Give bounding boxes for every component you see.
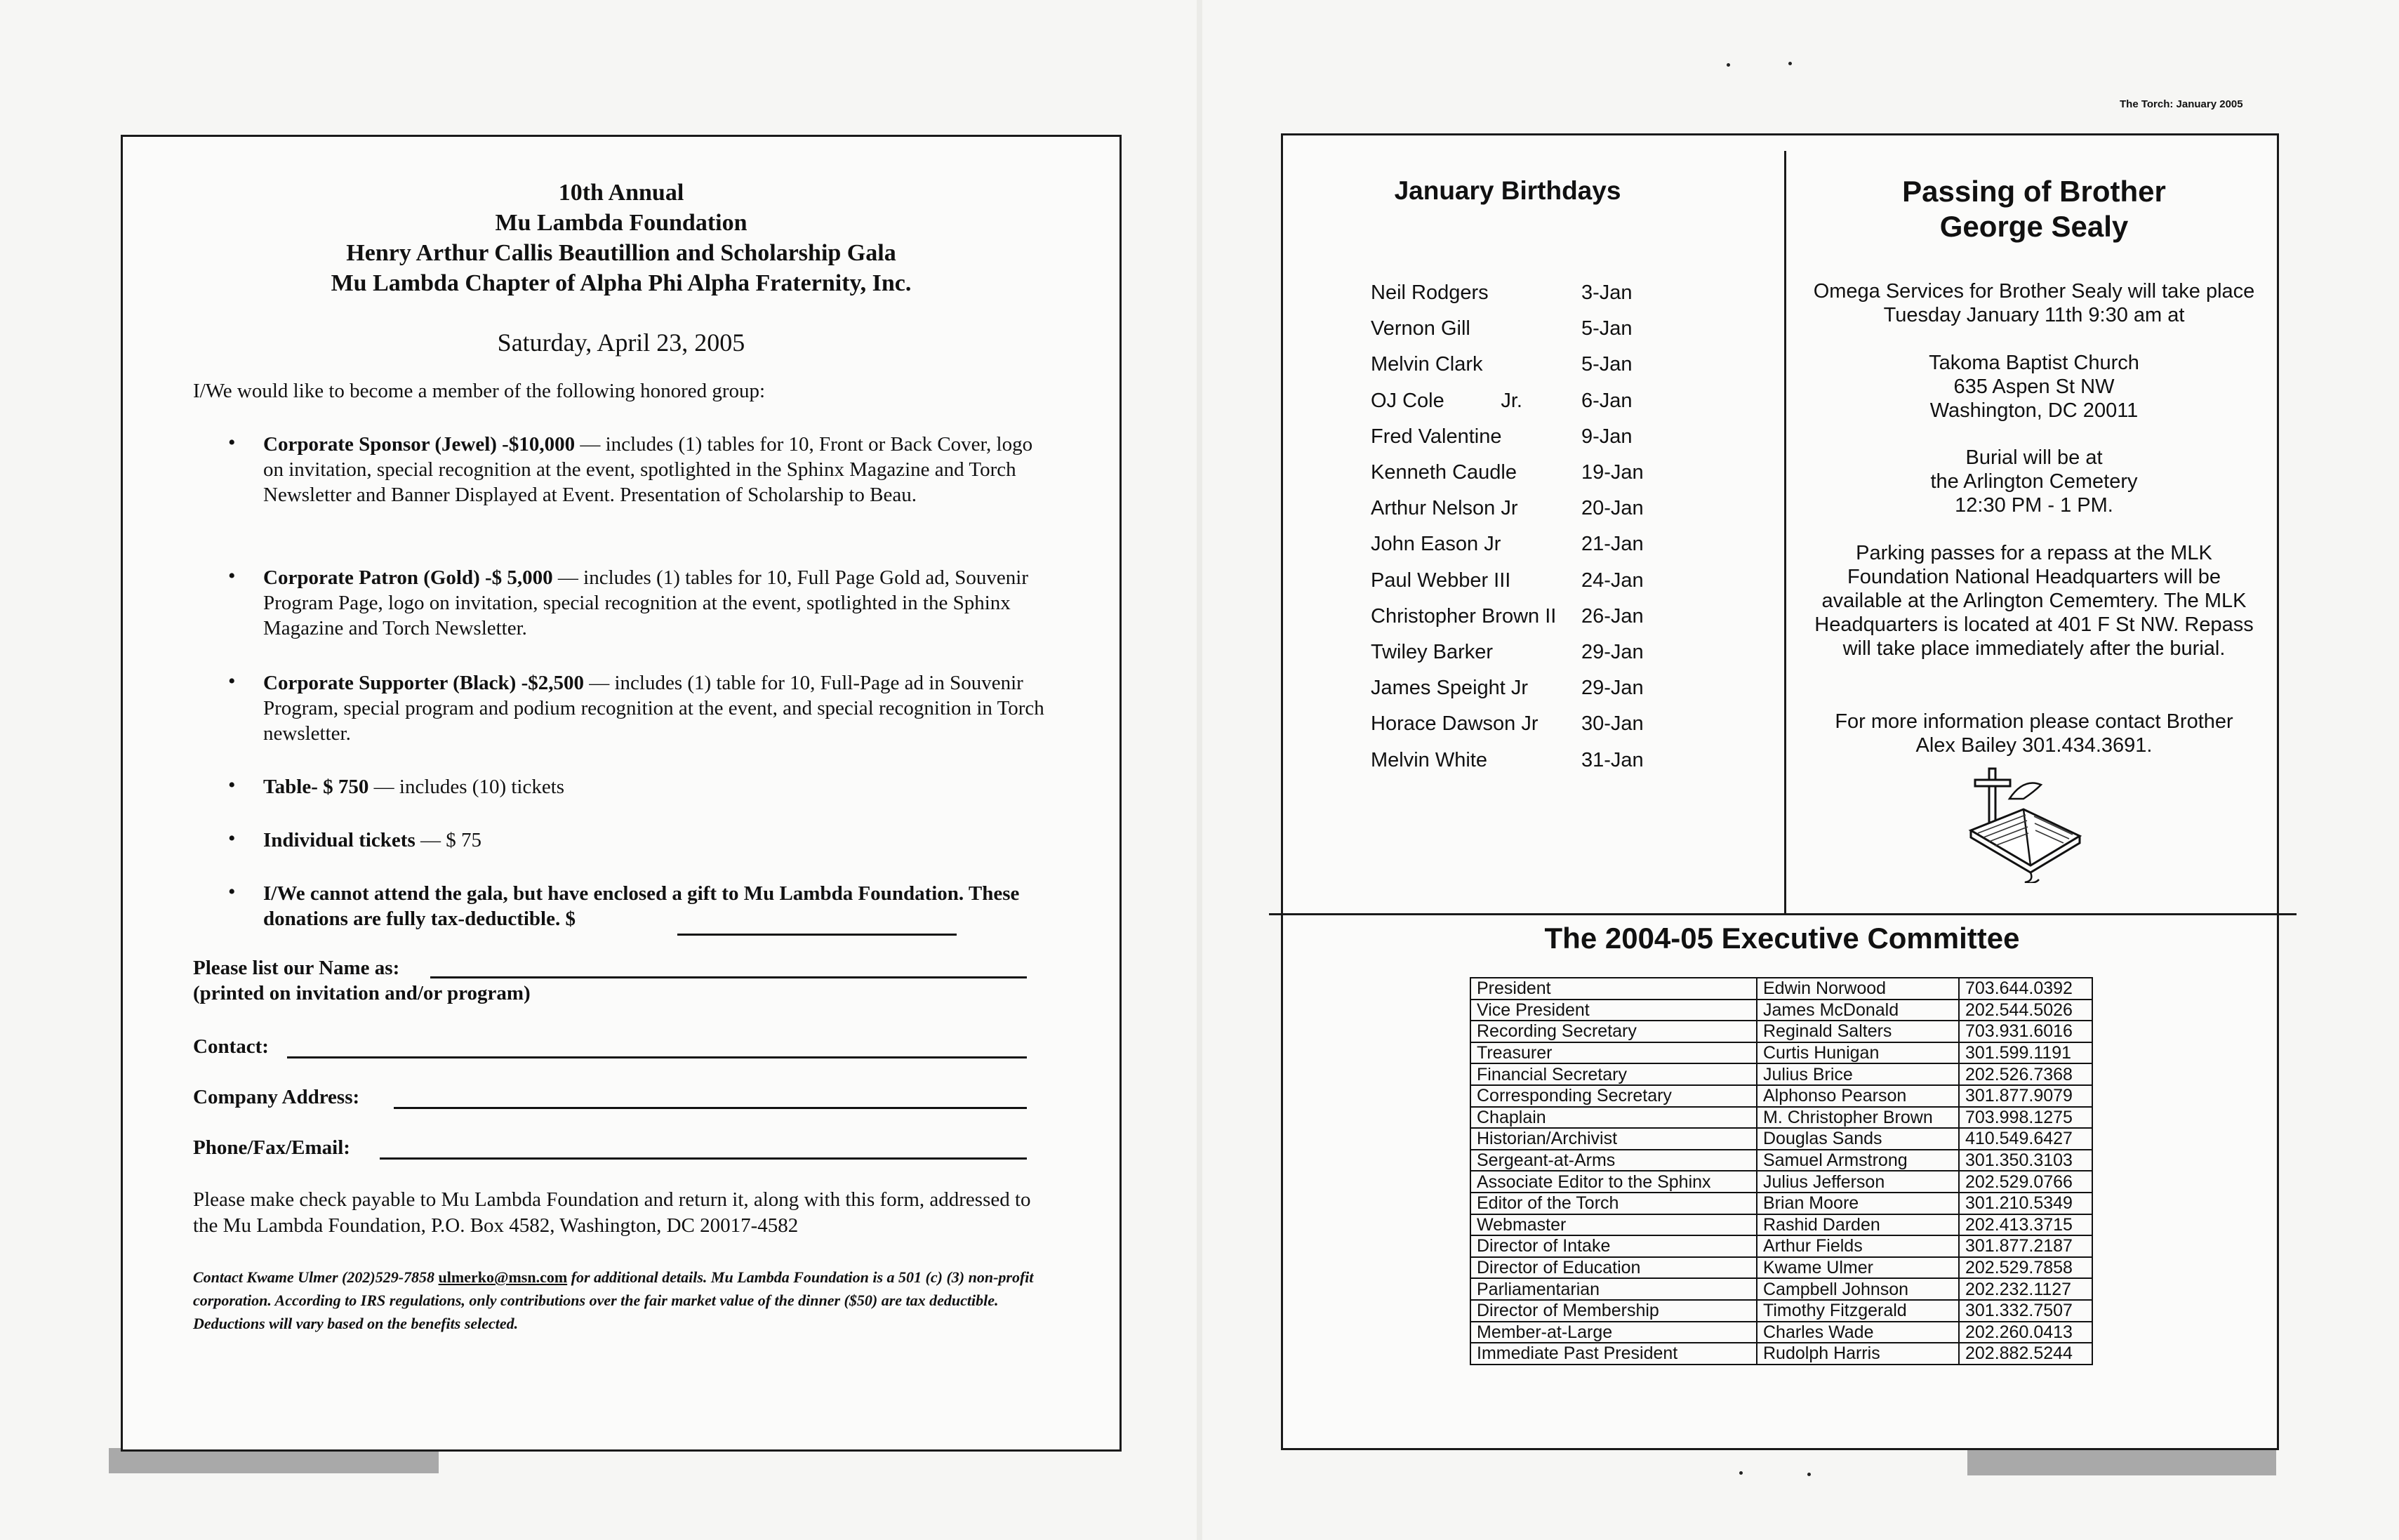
- birthday-date: 5-Jan: [1581, 317, 1633, 340]
- bullet-icon: •: [228, 564, 236, 588]
- committee-phone: 703.998.1275: [1959, 1107, 2092, 1129]
- scan-speck: [1788, 62, 1792, 65]
- scan-speck: [1739, 1471, 1743, 1475]
- committee-phone: 202.260.0413: [1959, 1322, 2092, 1343]
- parking-text: Parking passes for a repass at the MLK Foundation National Headquarters will be available at the Arlington Cememtery. The MLK Headquarters is located at 401 F St NW. Repass will take place immediately after the burial.: [1814, 542, 2254, 660]
- committee-member: Brian Moore: [1757, 1193, 1959, 1214]
- name-input-line[interactable]: [430, 976, 1027, 978]
- committee-row: [1470, 1322, 2092, 1343]
- option-item: [228, 880, 1070, 931]
- committee-phone: 301.350.3103: [1959, 1150, 2092, 1171]
- committee-member: Charles Wade: [1757, 1322, 1959, 1343]
- committee-member: Julius Brice: [1757, 1063, 1959, 1085]
- committee-member: Alphonso Pearson: [1757, 1085, 1959, 1107]
- birthday-row: [1371, 605, 1722, 640]
- gala-heading-line: Henry Arthur Callis Beautillion and Scholarship Gala: [346, 240, 896, 266]
- option-desc: — includes (1) tables for 10, Front or Back Cover, logo on invitation, special recognition at the event, spotlighted in the Sphinx Magazine and Torch Newsletter and Banner Displayed at Event. Presentation of Scholarship to Beau.: [263, 433, 1033, 506]
- birthday-date: 29-Jan: [1581, 677, 1644, 700]
- fine-print-suffix: for additional details. Mu Lambda Foundation is a 501 (c) (3) non-profit corporation. According to IRS regulations, only contributions over the fair market value of the dinner ($50) are tax deductible. Deductions will vary based on the benefits selected.: [193, 1268, 1034, 1332]
- birthday-name: Arthur Nelson Jr: [1371, 497, 1518, 520]
- burial-info: [1788, 446, 2280, 517]
- committee-phone: 301.332.7507: [1959, 1300, 2092, 1322]
- committee-member: Timothy Fitzgerald: [1757, 1300, 1959, 1322]
- birthday-name: Paul Webber III: [1371, 569, 1511, 592]
- gala-heading-line: 10th Annual: [558, 180, 684, 206]
- birthday-date: 3-Jan: [1581, 281, 1633, 304]
- birthday-name: Melvin Clark: [1371, 353, 1483, 376]
- committee-title: The 2004-05 Executive Committee: [1544, 922, 2020, 955]
- birthday-row: [1371, 712, 1722, 748]
- birthday-name: Kenneth Caudle: [1371, 461, 1517, 484]
- birthday-date: 9-Jan: [1581, 425, 1633, 448]
- committee-row: [1470, 1257, 2092, 1279]
- birthday-date: 31-Jan: [1581, 748, 1644, 771]
- donation-amount-line[interactable]: [677, 934, 957, 936]
- committee-role: Sergeant-at-Arms: [1470, 1150, 1757, 1171]
- option-title: Corporate Supporter (Black) -$2,500: [263, 672, 584, 694]
- birthday-row: [1371, 281, 1722, 317]
- scan-speck: [1807, 1473, 1811, 1476]
- name-label: Please list our Name as:: [193, 957, 400, 979]
- committee-table: [1470, 977, 2093, 1365]
- committee-row: [1470, 1063, 2092, 1085]
- committee-member: Rudolph Harris: [1757, 1343, 1959, 1365]
- column-divider: [1784, 151, 1786, 915]
- committee-member: Rashid Darden: [1757, 1214, 1959, 1236]
- birthday-date: 26-Jan: [1581, 604, 1644, 628]
- option-item: [228, 774, 1049, 799]
- committee-phone: 301.877.2187: [1959, 1235, 2092, 1257]
- committee-phone: 410.549.6427: [1959, 1128, 2092, 1150]
- contact-info: For more information please contact Brother Alex Bailey 301.434.3691.: [1835, 710, 2233, 757]
- bullet-icon: •: [228, 827, 236, 850]
- committee-phone: 703.931.6016: [1959, 1021, 2092, 1042]
- committee-row: [1470, 1107, 2092, 1129]
- birthday-name: Vernon Gill: [1371, 317, 1470, 340]
- birthday-row: [1371, 353, 1722, 388]
- option-title: I/We cannot attend the gala, but have enclosed a gift to Mu Lambda Foundation. These donations are fully tax-deductible. $: [263, 882, 1020, 930]
- birthday-row: [1371, 641, 1722, 676]
- committee-phone: 202.413.3715: [1959, 1214, 2092, 1236]
- committee-phone: 301.210.5349: [1959, 1193, 2092, 1214]
- committee-phone: 301.599.1191: [1959, 1042, 2092, 1064]
- committee-phone: 703.644.0392: [1959, 978, 2092, 1000]
- gala-heading-line: Mu Lambda Chapter of Alpha Phi Alpha Fraternity, Inc.: [331, 270, 912, 296]
- committee-phone: 202.529.7858: [1959, 1257, 2092, 1279]
- gala-form-page: [121, 135, 1122, 1452]
- option-title: Individual tickets: [263, 829, 416, 851]
- option-title: Corporate Patron (Gold) -$ 5,000: [263, 566, 553, 589]
- birthday-date: 19-Jan: [1581, 461, 1644, 484]
- committee-role: Vice President: [1470, 1000, 1757, 1021]
- option-title: Corporate Sponsor (Jewel) -$10,000: [263, 433, 576, 456]
- committee-member: Edwin Norwood: [1757, 978, 1959, 1000]
- committee-row: [1470, 1000, 2092, 1021]
- bullet-icon: •: [228, 774, 236, 797]
- committee-member: Arthur Fields: [1757, 1235, 1959, 1257]
- church-street: 635 Aspen St NW: [1953, 376, 2115, 398]
- option-item: [228, 827, 1049, 853]
- birthday-row: [1371, 317, 1722, 352]
- committee-phone: 202.529.0766: [1959, 1171, 2092, 1193]
- option-desc: — includes (1) table for 10, Full-Page ad in Souvenir Program, special program and podium recognition at the event, and special recognition in Torch newsletter.: [263, 672, 1044, 745]
- birthday-date: 6-Jan: [1581, 389, 1633, 412]
- contact-label: Contact:: [193, 1035, 269, 1058]
- committee-row: [1470, 1042, 2092, 1064]
- address-label: Company Address:: [193, 1086, 360, 1108]
- birthday-date: 29-Jan: [1581, 641, 1644, 663]
- option-item: [228, 670, 1049, 746]
- birthday-row: [1371, 390, 1722, 425]
- gala-heading: [123, 178, 1119, 298]
- passing-title-line: George Sealy: [1939, 210, 2129, 243]
- committee-row: [1470, 978, 2092, 1000]
- option-desc: — includes (1) tables for 10, Full Page Gold ad, Souvenir Program Page, logo on invitation, special recognition at the event, spotlighted in the Sphinx Magazine and Torch Newsletter.: [263, 566, 1029, 639]
- gala-date: Saturday, April 23, 2005: [497, 328, 745, 357]
- committee-row: [1470, 1193, 2092, 1214]
- option-item: [228, 431, 1049, 507]
- committee-role: Member-at-Large: [1470, 1322, 1757, 1343]
- bible-cross-icon: [1964, 760, 2090, 883]
- birthdays-title: January Birthdays: [1394, 176, 1621, 205]
- committee-role: Recording Secretary: [1470, 1021, 1757, 1042]
- committee-role: Webmaster: [1470, 1214, 1757, 1236]
- passing-title-line: Passing of Brother: [1902, 175, 2166, 208]
- burial-line: Burial will be at: [1965, 446, 2103, 469]
- birthday-row: [1371, 749, 1722, 784]
- church-name: Takoma Baptist Church: [1929, 352, 2139, 374]
- committee-role: Editor of the Torch: [1470, 1193, 1757, 1214]
- fine-print-prefix: Contact Kwame Ulmer (202)529-7858: [193, 1268, 439, 1286]
- committee-role: Parliamentarian: [1470, 1278, 1757, 1300]
- committee-phone: 301.877.9079: [1959, 1085, 2092, 1107]
- bullet-icon: •: [228, 670, 236, 693]
- right-gray-strip: [1967, 1450, 2276, 1475]
- phone-input-line[interactable]: [380, 1157, 1027, 1160]
- church-address: [1788, 351, 2280, 423]
- committee-member: Curtis Hunigan: [1757, 1042, 1959, 1064]
- committee-role: Corresponding Secretary: [1470, 1085, 1757, 1107]
- intro-text: I/We would like to become a member of the following honored group:: [193, 380, 766, 402]
- birthday-name: Christopher Brown II: [1371, 604, 1557, 628]
- committee-member: Kwame Ulmer: [1757, 1257, 1959, 1279]
- page-spine: [1197, 0, 1202, 1540]
- birthday-row: [1371, 425, 1722, 460]
- phone-label: Phone/Fax/Email:: [193, 1136, 350, 1159]
- committee-row: [1470, 1235, 2092, 1257]
- committee-row: [1470, 1300, 2092, 1322]
- committee-row: [1470, 1171, 2092, 1193]
- committee-role: Director of Intake: [1470, 1235, 1757, 1257]
- birthday-row: [1371, 461, 1722, 496]
- committee-member: Samuel Armstrong: [1757, 1150, 1959, 1171]
- burial-line: the Arlington Cemetery: [1930, 470, 2138, 493]
- committee-role: President: [1470, 978, 1757, 1000]
- committee-role: Director of Membership: [1470, 1300, 1757, 1322]
- committee-role: Immediate Past President: [1470, 1343, 1757, 1365]
- passing-title: [1788, 174, 2280, 244]
- bullet-icon: •: [228, 880, 236, 903]
- committee-row: [1470, 1128, 2092, 1150]
- committee-member: Reginald Salters: [1757, 1021, 1959, 1042]
- birthday-row: [1371, 569, 1722, 604]
- option-title: Table- $ 750: [263, 776, 369, 798]
- section-divider: [1269, 913, 2297, 915]
- committee-row: [1470, 1214, 2092, 1236]
- birthday-date: 30-Jan: [1581, 712, 1644, 736]
- committee-member: Campbell Johnson: [1757, 1278, 1959, 1300]
- fine-print: [193, 1266, 1063, 1335]
- committee-phone: 202.544.5026: [1959, 1000, 2092, 1021]
- committee-member: M. Christopher Brown: [1757, 1107, 1959, 1129]
- committee-row: [1470, 1150, 2092, 1171]
- birthday-name: Fred Valentine: [1371, 425, 1502, 448]
- committee-row: [1470, 1343, 2092, 1365]
- option-desc: — includes (10) tickets: [368, 776, 565, 798]
- left-gray-strip: [109, 1448, 439, 1473]
- birthday-date: 20-Jan: [1581, 497, 1644, 520]
- committee-role: Chaplain: [1470, 1107, 1757, 1129]
- option-item: [228, 564, 1049, 641]
- committee-role: Historian/Archivist: [1470, 1128, 1757, 1150]
- committee-member: Douglas Sands: [1757, 1128, 1959, 1150]
- committee-member: James McDonald: [1757, 1000, 1959, 1021]
- birthday-row: [1371, 497, 1722, 532]
- contact-email-link[interactable]: ulmerko@msn.com: [438, 1268, 568, 1286]
- committee-role: Treasurer: [1470, 1042, 1757, 1064]
- birthday-date: 5-Jan: [1581, 353, 1633, 376]
- name-sublabel: (printed on invitation and/or program): [193, 982, 531, 1004]
- address-input-line[interactable]: [394, 1107, 1027, 1109]
- burial-line: 12:30 PM - 1 PM.: [1955, 494, 2113, 517]
- committee-member: Julius Jefferson: [1757, 1171, 1959, 1193]
- committee-phone: 202.526.7368: [1959, 1063, 2092, 1085]
- birthday-row: [1371, 677, 1722, 712]
- contact-input-line[interactable]: [287, 1056, 1027, 1058]
- services-text: Omega Services for Brother Sealy will take place Tuesday January 11th 9:30 am at: [1813, 280, 2255, 326]
- bullet-icon: •: [228, 431, 236, 454]
- birthday-name: John Eason Jr: [1371, 533, 1501, 556]
- birthday-name: OJ Cole Jr.: [1371, 389, 1522, 412]
- committee-role: Director of Education: [1470, 1257, 1757, 1279]
- payable-text: Please make check payable to Mu Lambda Foundation and return it, along with this form, addressed to the Mu Lambda Foundation, P.O. Box 4582, Washington, DC 20017-4582: [193, 1188, 1031, 1237]
- torch-newsletter-page: [1281, 133, 2279, 1450]
- option-desc: — $ 75: [415, 829, 481, 851]
- birthday-name: Twiley Barker: [1371, 641, 1494, 663]
- birthday-name: James Speight Jr: [1371, 677, 1529, 700]
- running-head: The Torch: January 2005: [2120, 98, 2243, 110]
- gala-heading-line: Mu Lambda Foundation: [495, 210, 747, 236]
- committee-row: [1470, 1085, 2092, 1107]
- committee-row: [1470, 1278, 2092, 1300]
- committee-row: [1470, 1021, 2092, 1042]
- committee-phone: 202.882.5244: [1959, 1343, 2092, 1365]
- birthday-name: Horace Dawson Jr: [1371, 712, 1539, 736]
- scan-speck: [1727, 63, 1730, 67]
- birthday-name: Melvin White: [1371, 748, 1487, 771]
- church-city: Washington, DC 20011: [1929, 399, 2139, 422]
- birthday-row: [1371, 533, 1722, 568]
- committee-role: Financial Secretary: [1470, 1063, 1757, 1085]
- birthday-name: Neil Rodgers: [1371, 281, 1489, 304]
- committee-role: Associate Editor to the Sphinx: [1470, 1171, 1757, 1193]
- committee-phone: 202.232.1127: [1959, 1278, 2092, 1300]
- birthday-date: 24-Jan: [1581, 569, 1644, 592]
- birthday-date: 21-Jan: [1581, 533, 1644, 556]
